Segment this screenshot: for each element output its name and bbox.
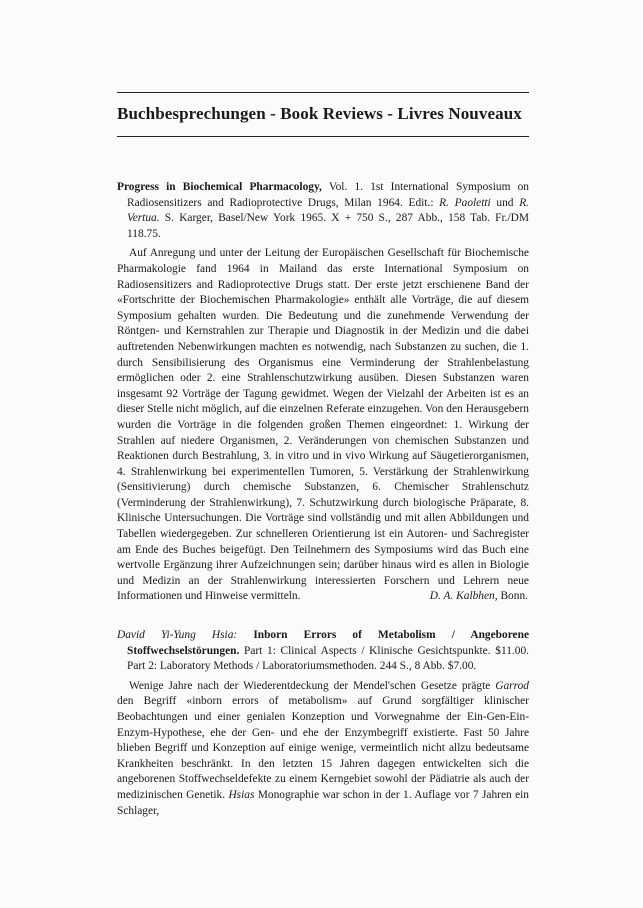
review-body-text: den Begriff «inborn errors of metabolism» auf Grund sorgfältiger klinischer Beobachtungen und einer genialen Konzeption und Vorwegnahme der Ein-Gen-Ein-Enzym-Hypothese, ehe der Gen- und ehe der Enzymbegriff existierte. Fast 50 Jahre blieben Begriff und Konzeption auf einige wenige, vermeintlich nicht allzu bedeutsame Krankheiten beschränkt. In den letzten 15 Jahren dagegen entwickelten sich die angeborenen Stoffwechseldefekte zu einem Kerngebiet sowohl der Pädiatrie als auch der medizinischen Genetik. [117,695,529,801]
editor-name: R. Paoletti [439,196,491,209]
person-name: Garrod [495,679,529,692]
review-inborn-errors [117,628,529,819]
citation-details: Vol. 1. 1st International Symposium on Radiosensitizers and Radioprotective Drugs, Milan 1964. Edit.: [127,181,529,209]
citation-publisher: S. Karger, Basel/New York 1965. X + 750 S., 287 Abb., 158 Tab. Fr./DM 118.75. [127,212,529,240]
book-title: Inborn Errors of Metabolism / Angeborene Stoffwechselstörungen. [127,629,529,657]
section-title: Buchbesprechungen - Book Reviews - Livres Nouveaux [117,104,522,123]
review-citation [117,180,529,242]
review-body [117,246,529,605]
review-body-text: Wenige Jahre nach der Wiederentdeckung der Mendel'schen Gesetze prägte [129,679,496,692]
reviewer-location: Bonn. [497,590,528,603]
book-title: Progress in Biochemical Pharmacology, [117,181,322,193]
reviewer-name: D. A. Kalbhen, [429,590,498,603]
review-citation [117,628,529,675]
review-body-text: Auf Anregung und unter der Leitung der Europäischen Gesellschaft für Biochemische Pharmakologie fand 1964 in Mailand das erste International Symposium on Radiosensitizers and Radioprotective Drugs statt. Der erste jetzt erschienene Band der «Fortschritte der Biochemischen Pharmakologie» enthält alle Vorträge, die auf diesem Symposium gehalten wurden. Die Bedeutung und die zunehmende Verwendung der Röntgen- und Kernstrahlen zur Therapie und Diagnostik in der Medizin und die dabei auftretenden Nebenwirkungen machten es notwendig, nach Substanzen zu suchen, die 1. durch Sensibilisierung des Organismus eine Verminderung der Strahlenbelastung ermöglichen oder 2. eine Strahlenschutzwirkung ausüben. Diesen Substanzen waren insgesamt 92 Vorträge der Tagung gewidmet. Wegen der Vielzahl der Arbeiten ist es an dieser Stelle nicht möglich, auf die einzelnen Referate einzugehen. Von den Herausgebern wurden die Vorträge in die folgenden großen Themen eingeordnet: 1. Wirkung der Strahlen auf niedere Organismen, 2. Veränderungen von chemischen Substanzen und Reaktionen durch Bestrahlung, 3. in vitro und in vivo Wirkung auf Säugetierorganismen, 4. Strahlenwirkung bei experimentellen Tumoren, 5. Verstärkung der Strahlenwirkung (Sensitivierung) durch chemische Substanzen, 6. Chemischer Strahlenschutz (Verminderung der Strahlenwirkung), 7. Schutzwirkung durch biologische Präparate, 8. Klinische Untersuchungen. Die Vorträge sind vollständig und mit allen Abbildungen und Tabellen wiedergegeben. Zur schnelleren Orientierung ist ein Autoren- und Sachregister am Ende des Buches beigefügt. Den Teilnehmern des Symposiums wird das Buch eine wertvolle Ergänzung ihrer Aufzeichnungen sein; darüber hinaus wird es allen in Biologie und Medizin an der Strahlenwirkung interessierten Forschern und Lehrern neue Informationen und Hinweise vermitteln. [117,247,529,603]
review-body [117,679,529,819]
reviews-content [117,180,529,819]
review-biochemical-pharmacology [117,180,529,605]
header-rule-top [117,92,529,93]
citation-details: Part 1: Clinical Aspects / Klinische Gesichtspunkte. $11.00. Part 2: Laboratory Methods / Laboratoriumsmethoden. 244 S., 8 Abb. $7.00. [127,644,529,673]
person-name: Hsias [228,788,255,801]
review-body-text: Monographie war schon in der 1. Auflage vor 7 Jahren ein Schlager, [117,788,529,817]
citation-conjunction: und [490,196,520,209]
book-author: David Yi-Yung Hsia: [117,629,238,642]
editor-name: R. Vertua. [127,196,530,225]
header-rule-bottom [117,136,529,137]
